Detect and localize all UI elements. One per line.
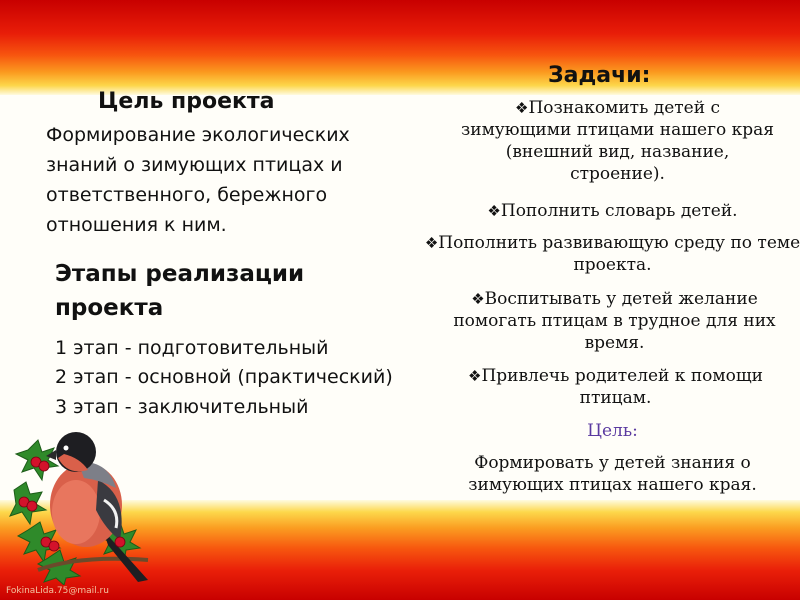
stage-item: 3 этап - заключительный xyxy=(55,396,309,418)
goal-text-line: Формирование экологических xyxy=(46,124,350,146)
stage-item: 1 этап - подготовительный xyxy=(55,337,329,359)
task-text: Воспитывать у детей желание помогать птицам в трудное для них время. xyxy=(453,289,776,353)
task-text: Привлечь родителей к помощи птицам. xyxy=(481,366,763,408)
goal-text-line: отношения к ним. xyxy=(46,214,227,236)
goal2-label: Цель: xyxy=(587,421,638,441)
stages-title xyxy=(55,257,395,325)
stage-item: 2 этап - основной (практический) xyxy=(55,366,393,388)
task-text: Пополнить развивающую среду по теме проекта. xyxy=(438,233,800,275)
diamond-bullet-icon: ❖ xyxy=(515,99,529,117)
goal-title: Цель проекта xyxy=(98,89,275,114)
task-text: Пополнить словарь детей. xyxy=(500,201,738,221)
diamond-bullet-icon: ❖ xyxy=(468,367,482,385)
tasks-title: Задачи: xyxy=(548,63,651,88)
goal-text-line: ответственного, бережного xyxy=(46,184,328,206)
watermark-text: FokinaLida.75@mail.ru xyxy=(6,586,109,596)
goal2-text: Формировать у детей знания о зимующих птицах нашего края. xyxy=(468,453,757,495)
goal-text xyxy=(46,120,406,240)
diamond-bullet-icon: ❖ xyxy=(471,290,485,308)
task-item xyxy=(420,232,800,276)
task-item xyxy=(420,288,800,354)
top-gradient-band xyxy=(0,0,800,95)
bullfinch-holly-illustration xyxy=(8,410,156,585)
task-item xyxy=(420,97,800,185)
stages-title-line: Этапы реализации xyxy=(55,261,305,287)
diamond-bullet-icon: ❖ xyxy=(487,202,501,220)
goal-text-line: знаний о зимующих птицах и xyxy=(46,154,343,176)
diamond-bullet-icon: ❖ xyxy=(424,234,439,252)
stages-title-line: проекта xyxy=(55,295,164,321)
task-item xyxy=(420,200,800,222)
task-item xyxy=(420,365,800,409)
task-text: Познакомить детей с зимующими птицами нашего края (внешний вид, название, строение). xyxy=(460,98,775,184)
